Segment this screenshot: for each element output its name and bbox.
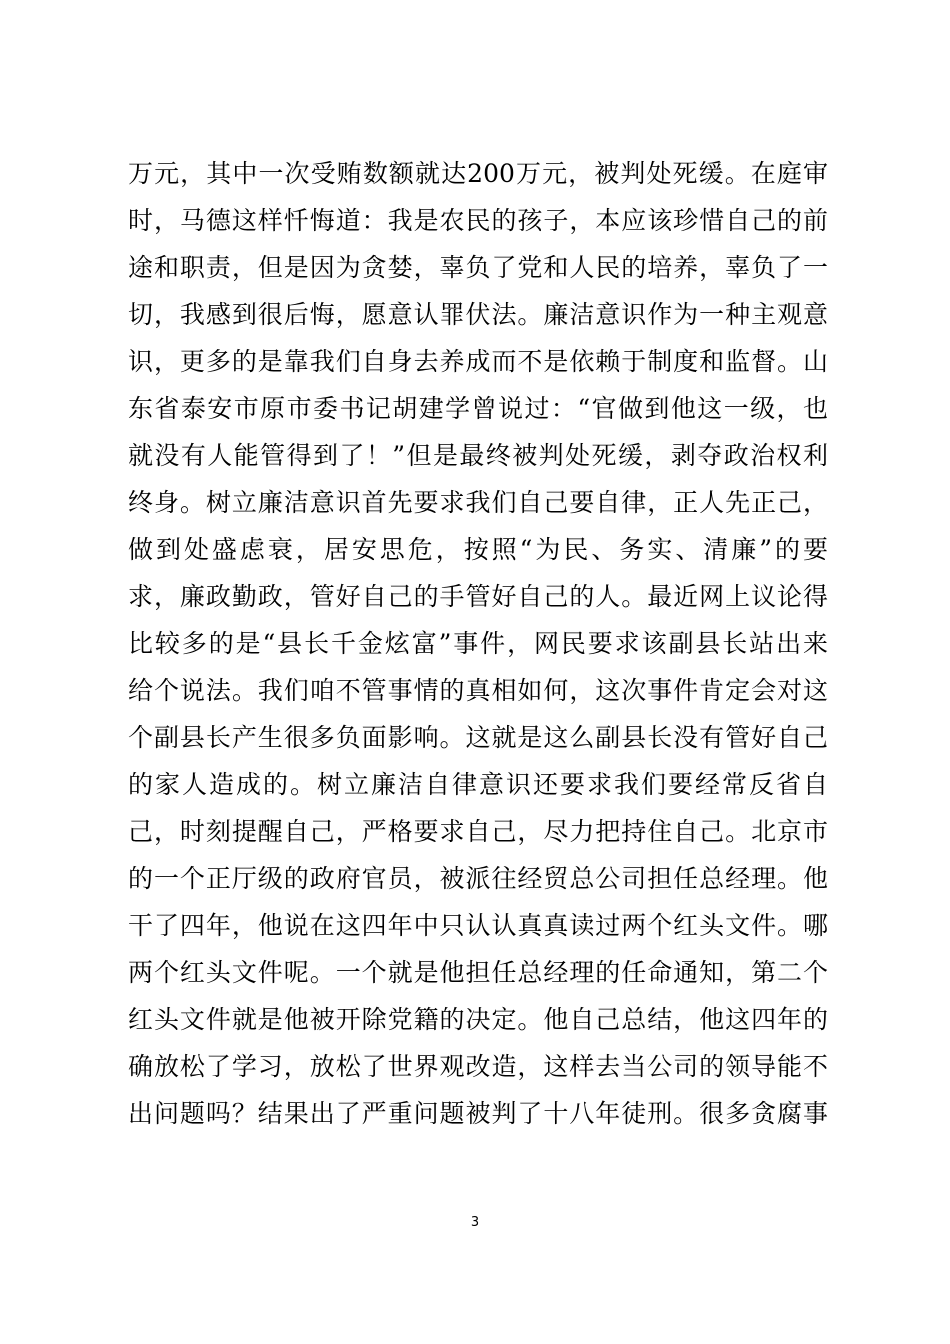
text-line: 的一个正厅级的政府官员，被派往经贸总公司担任总经理。他 [128, 864, 828, 893]
text-line: 红头文件就是他被开除党籍的决定。他自己总结，他这四年的 [128, 1005, 828, 1034]
text-line: 给个说法。我们咱不管事情的真相如何，这次事件肯定会对这 [128, 676, 828, 705]
text-line: 万元，其中一次受贿数额就达200万元，被判处死缓。在庭审 [128, 159, 828, 188]
text-line: 确放松了学习，放松了世界观改造，这样去当公司的领导能不 [128, 1052, 828, 1081]
text-line: 求，廉政勤政，管好自己的手管好自己的人。最近网上议论得 [128, 582, 828, 611]
text-line: 比较多的是“县长千金炫富”事件，网民要求该副县长站出来 [128, 629, 828, 658]
body-text [128, 150, 828, 1137]
text-line: 途和职责，但是因为贪婪，辜负了党和人民的培养，辜负了一 [128, 253, 828, 282]
text-line: 个副县长产生很多负面影响。这就是这么副县长没有管好自己 [128, 723, 828, 752]
text-line: 干了四年，他说在这四年中只认认真真读过两个红头文件。哪 [128, 911, 828, 940]
text-line: 时，马德这样忏悔道：我是农民的孩子，本应该珍惜自己的前 [128, 206, 828, 235]
text-line: 己，时刻提醒自己，严格要求自己，尽力把持住自己。北京市 [128, 817, 828, 846]
text-line: 做到处盛虑衰，居安思危，按照“为民、务实、清廉”的要 [128, 535, 828, 564]
text-line: 终身。树立廉洁意识首先要求我们自己要自律，正人先正己， [128, 488, 828, 517]
text-line: 两个红头文件呢。一个就是他担任总经理的任命通知，第二个 [128, 958, 828, 987]
text-line: 的家人造成的。树立廉洁自律意识还要求我们要经常反省自 [128, 770, 828, 799]
text-line: 切，我感到很后悔，愿意认罪伏法。廉洁意识作为一种主观意 [128, 300, 828, 329]
text-line: 识，更多的是靠我们自身去养成而不是依赖于制度和监督。山 [128, 347, 828, 376]
text-line: 就没有人能管得到了！”但是最终被判处死缓，剥夺政治权利 [128, 441, 828, 470]
text-line: 东省泰安市原市委书记胡建学曾说过：“官做到他这一级，也 [128, 394, 828, 423]
page-number: 3 [470, 1215, 480, 1230]
text-line: 出问题吗？结果出了严重问题被判了十八年徒刑。很多贪腐事 [128, 1099, 828, 1128]
